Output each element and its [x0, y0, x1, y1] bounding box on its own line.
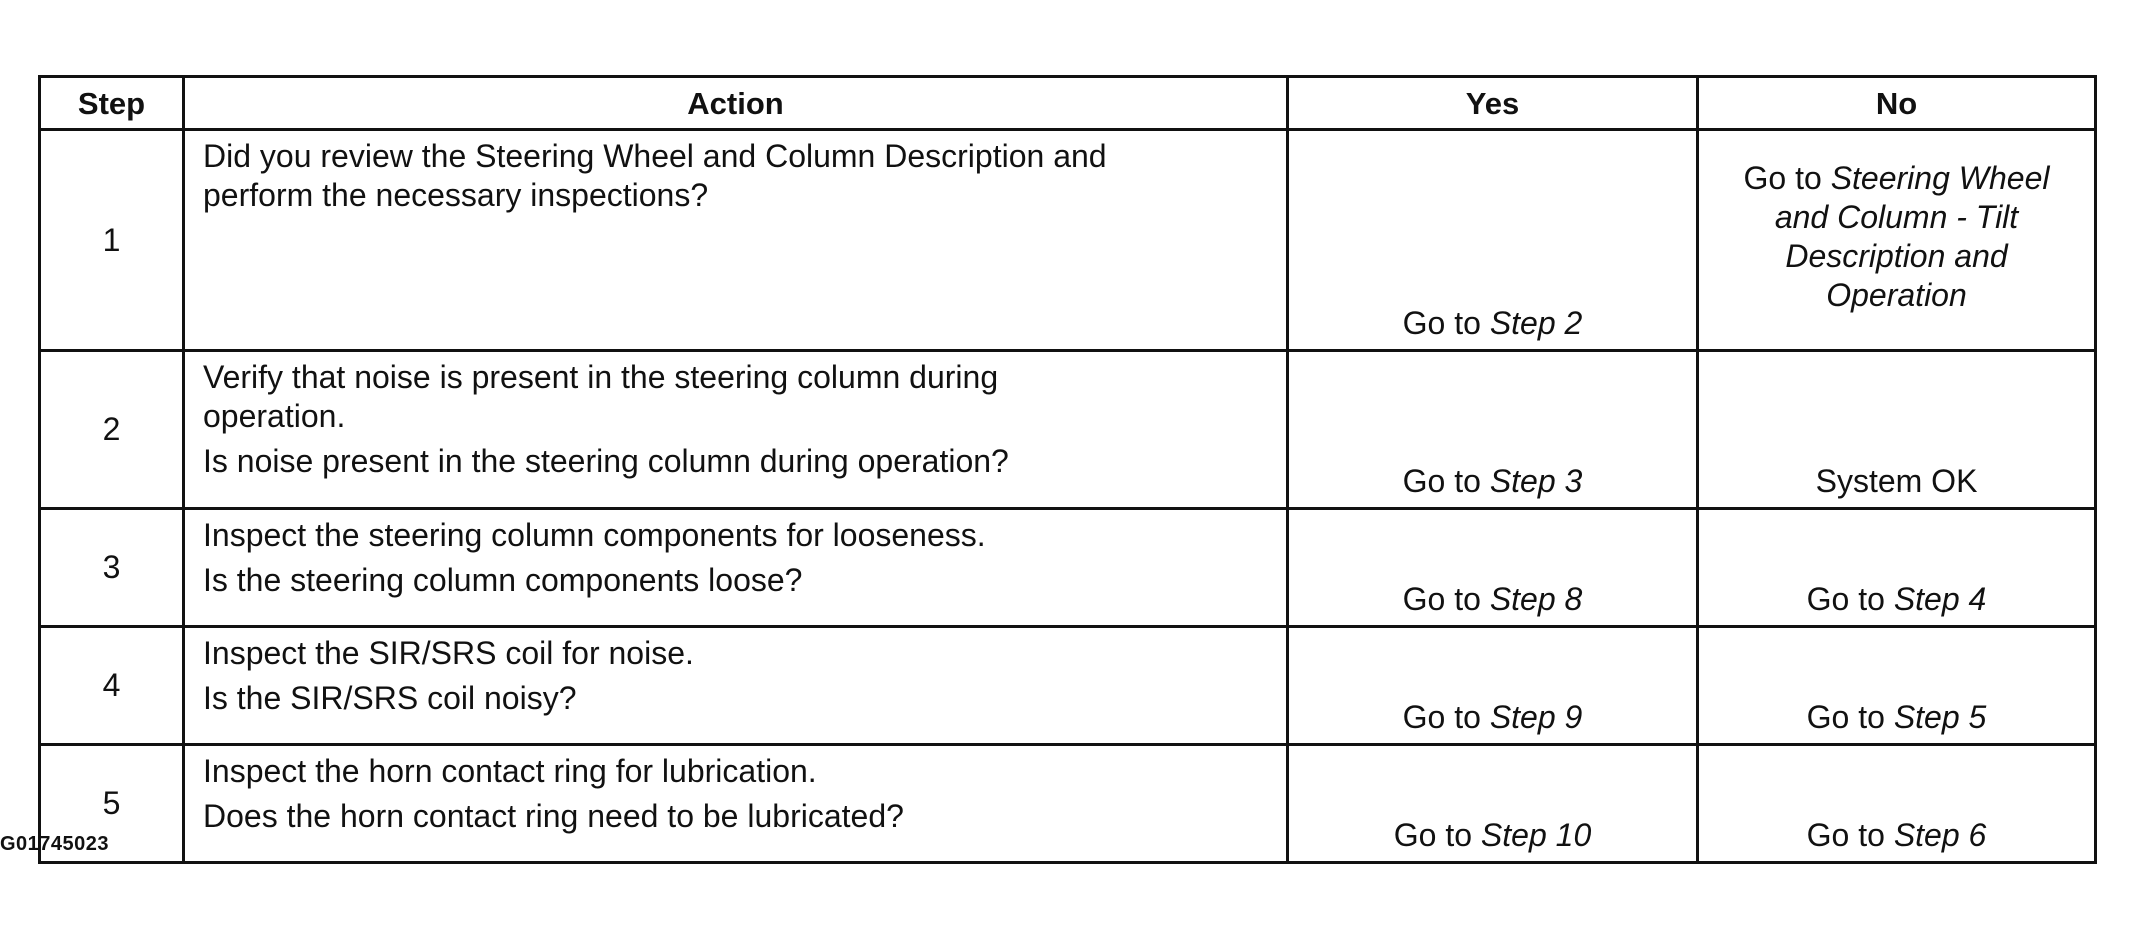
no-target: Step 5: [1893, 699, 1987, 735]
step-number: 2: [40, 351, 184, 509]
yes-target: Step 10: [1480, 817, 1592, 853]
header-row: [40, 77, 2096, 130]
step-number: 3: [40, 509, 184, 627]
action-cell: [184, 509, 1288, 627]
yes-prefix: Go to: [1393, 817, 1481, 853]
yes-prefix: Go to: [1402, 463, 1490, 499]
header-step: Step: [40, 77, 184, 130]
action-text: operation.: [203, 398, 346, 434]
yes-prefix: Go to: [1402, 305, 1490, 341]
action-text: Did you review the Steering Wheel and Column Description and: [203, 138, 1107, 174]
yes-target: Step 9: [1489, 699, 1583, 735]
no-target: System OK: [1815, 463, 1978, 499]
no-cell: [1698, 627, 2096, 745]
action-cell: [184, 130, 1288, 351]
step-number: 4: [40, 627, 184, 745]
table-row: [40, 745, 2096, 863]
action-question: Is the steering column components loose?: [203, 562, 803, 598]
action-cell: [184, 745, 1288, 863]
header-action: Action: [184, 77, 1288, 130]
header-yes: Yes: [1288, 77, 1698, 130]
action-text: Inspect the steering column components for looseness.: [203, 517, 986, 553]
action-text: Verify that noise is present in the steering column during: [203, 359, 999, 395]
action-question: Is the SIR/SRS coil noisy?: [203, 680, 577, 716]
no-target: Steering Wheel and Column - Tilt Description and Operation: [1774, 160, 2050, 313]
action-cell: [184, 627, 1288, 745]
no-cell: [1698, 745, 2096, 863]
yes-prefix: Go to: [1402, 581, 1490, 617]
yes-target: Step 2: [1489, 305, 1583, 341]
header-no: No: [1698, 77, 2096, 130]
yes-cell: [1288, 509, 1698, 627]
no-cell: [1698, 130, 2096, 351]
yes-cell: [1288, 627, 1698, 745]
table-row: [40, 509, 2096, 627]
yes-cell: [1288, 745, 1698, 863]
no-prefix: Go to: [1806, 699, 1894, 735]
no-target: Step 4: [1893, 581, 1987, 617]
action-text: Inspect the horn contact ring for lubrication.: [203, 753, 817, 789]
table-row: [40, 351, 2096, 509]
yes-target: Step 3: [1489, 463, 1583, 499]
action-cell: [184, 351, 1288, 509]
action-text: perform the necessary inspections?: [203, 177, 709, 213]
no-prefix: Go to: [1743, 160, 1831, 196]
yes-prefix: Go to: [1402, 699, 1490, 735]
no-cell: [1698, 351, 2096, 509]
yes-cell: [1288, 130, 1698, 351]
table-row: [40, 130, 2096, 351]
action-question: Is noise present in the steering column during operation?: [203, 443, 1009, 479]
figure-id: G01745023: [0, 833, 110, 855]
step-number: 1: [40, 130, 184, 351]
action-text: Inspect the SIR/SRS coil for noise.: [203, 635, 694, 671]
action-question: Does the horn contact ring need to be lubricated?: [203, 798, 904, 834]
no-prefix: Go to: [1806, 817, 1894, 853]
diagnostic-table: [38, 75, 2097, 864]
no-target: Step 6: [1893, 817, 1987, 853]
no-cell: [1698, 509, 2096, 627]
yes-cell: [1288, 351, 1698, 509]
step-number: 5: [40, 745, 184, 863]
table-row: [40, 627, 2096, 745]
yes-target: Step 8: [1489, 581, 1583, 617]
no-prefix: Go to: [1806, 581, 1894, 617]
